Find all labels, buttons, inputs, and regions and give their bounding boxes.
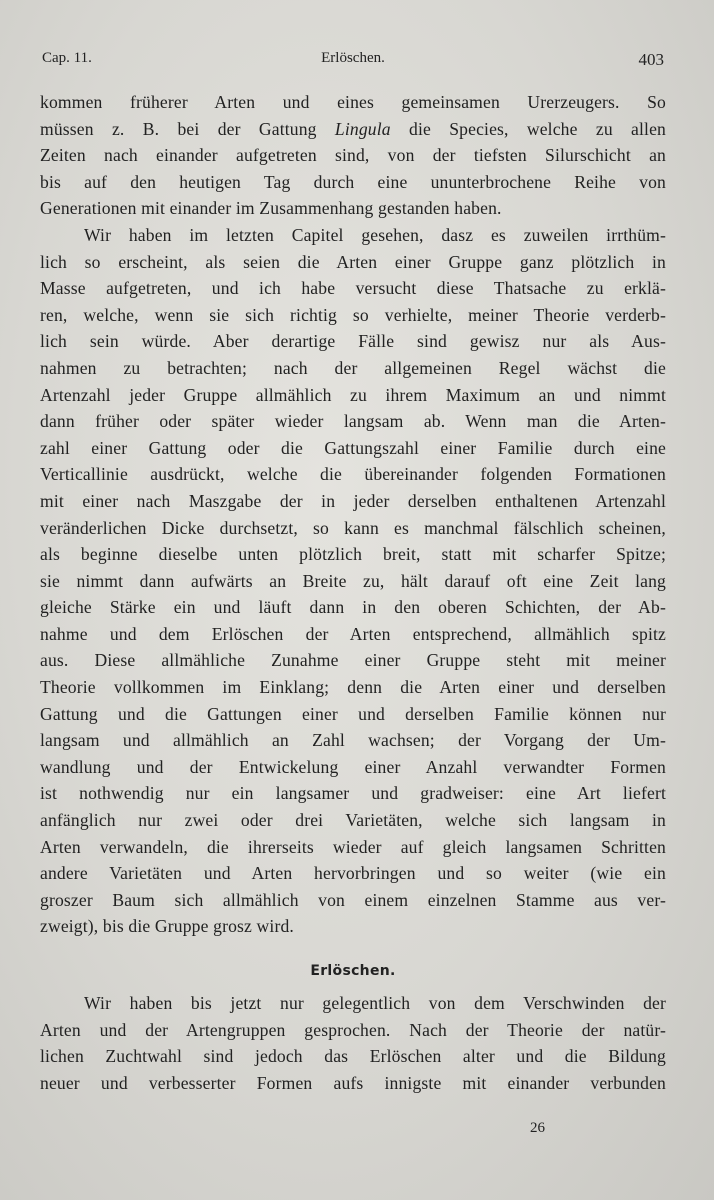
text-line: Arten verwandeln, die ihrerseits wieder auf gleich langsamen Schritten [40,836,666,857]
text-line: lich sein würde. Aber derartige Fälle sind gewisz nur als Aus- [40,331,666,352]
text-line: ren, welche, wenn sie sich richtig so verhielte, meiner Theorie verderb- [40,304,666,325]
chapter-label: Cap. 11. [42,50,92,66]
text-line: Wir haben bis jetzt nur gelegentlich von dem Verschwinden der [84,993,666,1013]
text-line: kommen früherer Arten und eines gemeinsamen Urerzeugers. So [40,92,666,112]
text-line: groszer Baum sich allmählich von einem einzelnen Stamme aus ver- [40,889,666,910]
text-line: aus. Diese allmähliche Zunahme einer Gruppe steht mit meiner [40,650,666,671]
text-line: Artenzahl jeder Gruppe allmählich zu ihrem Maximum an und nimmt [40,384,666,405]
text-line [40,116,666,143]
text-line: zahl einer Gattung oder die Gattungszahl einer Familie durch eine [40,437,666,458]
text-line: gleiche Stärke ein und läuft dann in den oberen Schichten, der Ab- [40,597,666,618]
section-heading: Erlöschen. [310,963,396,979]
text-line: bis auf den heutigen Tag durch eine ununterbrochene Reihe von [40,171,666,192]
text-line: als beginne dieselbe unten plötzlich breit, statt mit scharfer Spitze; [40,544,666,565]
text-line: Zeiten nach einander aufgetreten sind, von der tiefsten Silurschicht an [40,145,666,166]
text-line: dann früher oder später wieder langsam ab. Wenn man die Arten- [40,411,666,432]
text-line: nahmen zu betrachten; nach der allgemeinen Regel wächst die [40,357,666,378]
text-line: Theorie vollkommen im Einklang; denn die Arten einer und derselben [40,677,666,698]
body-text [40,89,666,1096]
text-line: Generationen mit einander im Zusammenhang gestanden haben. [40,198,502,219]
text-line: mit einer nach Maszgabe der in jeder derselben enthaltenen Artenzahl [40,490,666,511]
paragraph-2 [40,222,666,940]
text-line: lich so erscheint, als seien die Arten einer Gruppe ganz plötzlich in [40,251,666,272]
text-line: anfänglich nur zwei oder drei Varietäten, welche sich langsam in [40,810,666,831]
text-line: lichen Zuchtwahl sind jedoch das Erlöschen alter und die Bildung [40,1046,666,1067]
text-line: wandlung und der Entwickelung einer Anzahl verwandter Formen [40,756,666,777]
text-line: nahme und dem Erlöschen der Arten entsprechend, allmählich spitz [40,623,666,644]
paragraph-3 [40,990,666,1096]
text-line: veränderlichen Dicke durchsetzt, so kann es manchmal fälschlich scheinen, [40,517,666,538]
running-head [42,50,664,74]
text-line: Verticallinie ausdrückt, welche die übereinander folgenden Formationen [40,464,666,485]
text-line: Gattung und die Gattungen einer und derselben Familie können nur [40,703,666,724]
running-title: Erlöschen. [321,50,385,66]
text-line: Wir haben im letzten Capitel gesehen, dasz es zuweilen irrthüm- [84,224,666,245]
text-line: neuer und verbesserter Formen aufs innigste mit einander verbunden [40,1072,666,1093]
text-line: sie nimmt dann aufwärts an Breite zu, hält darauf oft eine Zeit lang [40,570,666,591]
text-line: Masse aufgetreten, und ich habe versucht diese Thatsache zu erklä- [40,278,666,299]
paragraph-1 [40,89,666,222]
page-number: 403 [638,50,664,69]
text-line: zweigt), bis die Gruppe grosz wird. [40,916,294,937]
text-segment: die Species, welche zu allen [390,118,666,139]
printer-signature-mark: 26 [530,1120,545,1136]
text-line: Arten und der Artengruppen gesprochen. Nach der Theorie der natür- [40,1019,666,1040]
italic-genus-name: Lingula [334,118,391,139]
text-line: ist nothwendig nur ein langsamer und gradweiser: eine Art liefert [40,783,666,804]
text-line: langsam und allmählich an Zahl wachsen; der Vorgang der Um- [40,730,666,751]
text-line: andere Varietäten und Arten hervorbringen und so weiter (wie ein [40,863,666,884]
text-segment: müssen z. B. bei der Gattung [40,118,335,139]
